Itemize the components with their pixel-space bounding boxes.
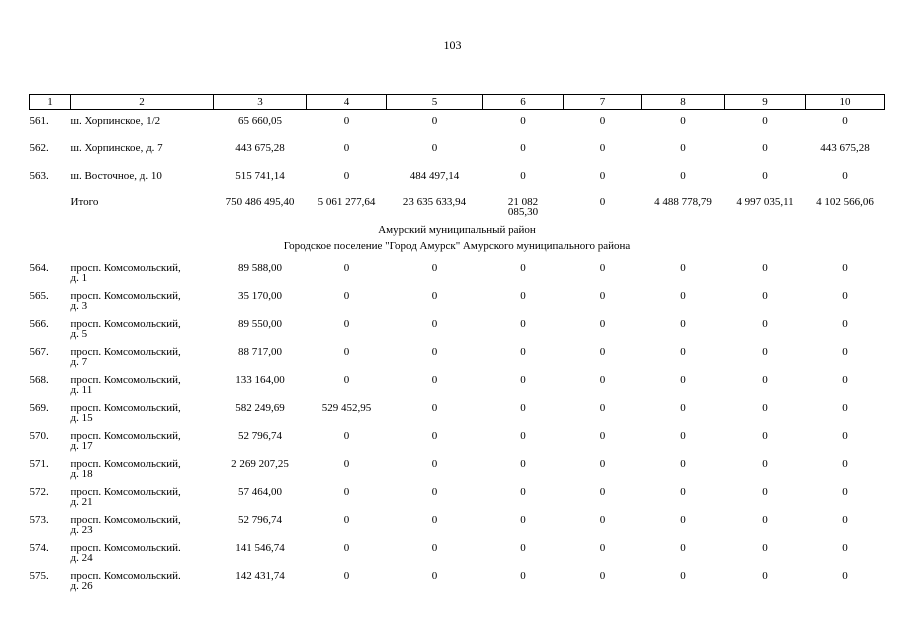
value-cell: 142 431,74 (235, 569, 285, 582)
table-row (30, 398, 885, 426)
value-cell: 0 (762, 169, 768, 182)
value-cell: 582 249,69 (235, 401, 285, 414)
value-cell: 0 (599, 541, 606, 554)
value-cell: 0 (680, 401, 686, 414)
address-cell: ш. Хорпинское, 1/2 (70, 115, 161, 127)
address-cell (71, 566, 214, 594)
row-number: 574. (29, 541, 49, 554)
table-row (30, 314, 885, 342)
value-cell: 0 (762, 289, 768, 302)
column-header: 3 (214, 95, 307, 110)
value-cell: 0 (431, 317, 438, 330)
header-row (30, 95, 885, 110)
value-cell: 0 (680, 345, 686, 358)
address-cell (71, 538, 214, 566)
value-cell: 0 (520, 317, 526, 330)
table-row (30, 426, 885, 454)
value-cell: 0 (680, 457, 686, 470)
value-cell: 0 (680, 141, 686, 154)
value-cell: 89 550,00 (238, 317, 282, 330)
address-street: просп. Комсомольский, (70, 401, 181, 414)
table-row (30, 510, 885, 538)
total-value: 0 (599, 195, 606, 208)
value-cell: 0 (599, 457, 606, 470)
column-header: 2 (71, 95, 214, 110)
section-row (30, 222, 885, 238)
address-house: д. 15 (70, 411, 93, 424)
value-cell: 0 (762, 115, 768, 127)
table-row (30, 482, 885, 510)
address-cell (71, 286, 214, 314)
value-cell: 0 (762, 345, 768, 358)
address-street: просп. Комсомольский, (70, 513, 181, 526)
row-number: 575. (29, 569, 49, 582)
total-value: 4 102 566,06 (816, 195, 874, 208)
address-house: д. 7 (70, 355, 88, 368)
value-cell: 484 497,14 (409, 169, 460, 182)
value-cell: 0 (599, 569, 606, 582)
value-cell: 0 (343, 141, 350, 154)
value-cell: 0 (431, 261, 438, 274)
address-house: д. 17 (70, 439, 93, 452)
address-house: д. 1 (70, 271, 88, 284)
row-number: 565. (29, 289, 49, 302)
value-cell: 0 (680, 373, 686, 386)
value-cell: 529 452,95 (321, 401, 372, 414)
address-house: д. 11 (70, 383, 93, 396)
value-cell: 0 (842, 261, 848, 274)
value-cell: 0 (842, 513, 848, 526)
value-cell: 0 (842, 569, 848, 582)
row-number: 568. (29, 373, 49, 386)
value-cell: 0 (680, 115, 686, 127)
value-cell: 0 (680, 429, 686, 442)
value-cell: 0 (842, 169, 848, 182)
address-house: д. 21 (70, 495, 93, 508)
value-cell: 0 (680, 513, 686, 526)
value-cell: 0 (343, 115, 350, 127)
value-cell: 0 (431, 373, 438, 386)
value-cell: 0 (842, 115, 848, 127)
value-cell: 0 (520, 401, 526, 414)
table-row (30, 138, 885, 166)
value-cell: 0 (842, 317, 848, 330)
value-cell: 0 (680, 261, 686, 274)
address-cell (71, 398, 214, 426)
address-house: д. 18 (70, 467, 93, 480)
value-cell: 0 (520, 569, 526, 582)
value-cell: 57 464,00 (238, 485, 282, 498)
row-number: 573. (29, 513, 49, 526)
address-house: д. 3 (70, 299, 88, 312)
value-cell: 0 (343, 569, 350, 582)
value-cell: 0 (599, 317, 606, 330)
value-cell: 0 (431, 457, 438, 470)
section-row (30, 238, 885, 254)
value-cell: 0 (431, 429, 438, 442)
value-cell: 0 (680, 317, 686, 330)
total-value: 23 635 633,94 (402, 195, 467, 208)
value-cell: 133 164,00 (235, 373, 285, 386)
total-value: 4 997 035,11 (736, 195, 794, 208)
value-cell: 0 (599, 345, 606, 358)
row-number: 563. (29, 169, 49, 182)
value-cell: 443 675,28 (820, 141, 870, 154)
value-cell: 0 (343, 429, 350, 442)
address-house: д. 24 (70, 551, 93, 564)
table-row (30, 166, 885, 194)
total-row (30, 194, 885, 222)
value-cell: 0 (431, 541, 438, 554)
value-cell: 0 (431, 485, 438, 498)
column-header: 9 (725, 95, 806, 110)
row-number: 570. (29, 429, 49, 442)
value-cell: 0 (842, 373, 848, 386)
value-cell: 0 (520, 541, 526, 554)
value-cell: 52 796,74 (238, 513, 282, 526)
value-cell: 0 (343, 169, 350, 182)
row-number: 562. (29, 141, 49, 154)
value-cell: 0 (343, 485, 350, 498)
value-cell: 35 170,00 (238, 289, 282, 302)
value-cell: 0 (599, 513, 606, 526)
value-cell: 52 796,74 (238, 429, 282, 442)
value-cell: 0 (431, 289, 438, 302)
column-header: 4 (307, 95, 387, 110)
value-cell: 0 (520, 429, 526, 442)
value-cell: 0 (520, 289, 526, 302)
value-cell: 0 (599, 261, 606, 274)
address-cell (71, 314, 214, 342)
row-number: 564. (29, 261, 49, 274)
address-cell (71, 510, 214, 538)
address-cell (71, 426, 214, 454)
value-cell: 0 (762, 569, 768, 582)
value-cell: 0 (762, 261, 768, 274)
value-cell: 0 (520, 513, 526, 526)
value-cell: 0 (680, 169, 686, 182)
value-cell: 0 (343, 457, 350, 470)
value-cell: 0 (762, 141, 768, 154)
value-cell: 0 (520, 141, 526, 154)
address-house: д. 23 (70, 523, 93, 536)
address-street: просп. Комсомольский, (70, 373, 181, 386)
address-house: д. 5 (70, 327, 88, 340)
value-cell: 65 660,05 (238, 115, 282, 127)
section-title-district: Амурский муниципальный район (378, 223, 536, 236)
row-number: 572. (29, 485, 49, 498)
value-cell: 0 (842, 289, 848, 302)
value-cell: 2 269 207,25 (231, 457, 289, 470)
value-cell: 0 (431, 115, 438, 127)
value-cell: 0 (762, 541, 768, 554)
value-cell: 0 (599, 169, 606, 182)
table-row (30, 110, 885, 138)
table-row (30, 454, 885, 482)
table-row (30, 286, 885, 314)
value-cell: 0 (343, 373, 350, 386)
value-cell: 0 (343, 289, 350, 302)
address-cell (71, 454, 214, 482)
data-table (29, 94, 885, 594)
value-cell: 0 (431, 569, 438, 582)
column-header: 7 (564, 95, 642, 110)
table-row (30, 258, 885, 286)
address-cell (71, 482, 214, 510)
value-cell: 0 (343, 513, 350, 526)
value-cell: 0 (842, 457, 848, 470)
value-cell: 443 675,28 (235, 141, 285, 154)
page-number: 103 (443, 38, 462, 52)
row-number: 569. (29, 401, 49, 414)
address-cell: ш. Восточное, д. 10 (70, 169, 162, 182)
address-house: д. 26 (70, 579, 93, 592)
value-cell: 0 (599, 141, 606, 154)
value-cell: 0 (343, 345, 350, 358)
address-street: просп. Комсомольский. (70, 541, 181, 554)
value-cell: 0 (762, 457, 768, 470)
address-street: просп. Комсомольский, (70, 485, 181, 498)
row-number: 567. (29, 345, 49, 358)
address-street: просп. Комсомольский, (70, 345, 181, 358)
total-value: 5 061 277,64 (317, 195, 376, 208)
value-cell: 0 (762, 513, 768, 526)
value-cell: 0 (680, 289, 686, 302)
value-cell: 0 (599, 429, 606, 442)
address-street: просп. Комсомольский, (70, 429, 181, 442)
value-cell: 0 (343, 261, 350, 274)
address-street: просп. Комсомольский, (70, 261, 181, 274)
total-value-line: 21 082 (507, 195, 539, 208)
value-cell: 0 (842, 345, 848, 358)
value-cell: 0 (520, 373, 526, 386)
value-cell: 88 717,00 (238, 345, 282, 358)
row-number (30, 194, 71, 222)
value-cell: 515 741,14 (235, 169, 285, 182)
table-row (30, 342, 885, 370)
value-cell: 89 588,00 (238, 261, 282, 274)
address-cell: ш. Хорпинское, д. 7 (70, 141, 163, 154)
column-header: 8 (642, 95, 725, 110)
value-cell: 0 (431, 401, 438, 414)
value-cell: 0 (343, 541, 350, 554)
table-row (30, 370, 885, 398)
value-cell: 0 (762, 373, 768, 386)
value-cell: 0 (520, 345, 526, 358)
value-cell: 0 (762, 429, 768, 442)
total-label: Итого (70, 195, 99, 208)
address-cell (71, 370, 214, 398)
value-cell: 0 (431, 141, 438, 154)
value-cell: 0 (431, 513, 438, 526)
column-header: 1 (30, 95, 71, 110)
value-cell: 0 (431, 345, 438, 358)
value-cell: 0 (520, 457, 526, 470)
address-cell (71, 342, 214, 370)
total-value (483, 194, 564, 222)
section-title-settlement: Городское поселение "Город Амурск" Амурского муниципального района (283, 239, 631, 252)
value-cell: 0 (599, 485, 606, 498)
value-cell: 0 (599, 373, 606, 386)
value-cell: 0 (842, 401, 848, 414)
address-street: просп. Комсомольский, (70, 289, 181, 302)
value-cell: 0 (520, 115, 526, 127)
bottom-rows (30, 258, 885, 594)
value-cell: 0 (599, 401, 606, 414)
value-cell: 0 (842, 541, 848, 554)
value-cell: 0 (520, 261, 526, 274)
value-cell: 0 (599, 115, 606, 127)
value-cell: 0 (842, 485, 848, 498)
value-cell: 0 (762, 401, 768, 414)
value-cell: 0 (842, 429, 848, 442)
value-cell: 0 (680, 485, 686, 498)
column-header: 5 (387, 95, 483, 110)
total-value-line: 085,30 (507, 205, 539, 218)
address-street: просп. Комсомольский, (70, 457, 181, 470)
value-cell: 0 (680, 541, 686, 554)
total-value: 750 486 495,40 (225, 195, 295, 208)
value-cell: 0 (343, 317, 350, 330)
value-cell: 0 (762, 317, 768, 330)
row-number: 566. (29, 317, 49, 330)
column-header: 10 (806, 95, 885, 110)
row-number: 561. (29, 115, 49, 127)
value-cell: 0 (680, 569, 686, 582)
column-header: 6 (483, 95, 564, 110)
row-number: 571. (29, 457, 49, 470)
value-cell: 0 (762, 485, 768, 498)
address-street: просп. Комсомольский. (70, 569, 181, 582)
table-row (30, 538, 885, 566)
value-cell: 0 (520, 485, 526, 498)
address-street: просп. Комсомольский, (70, 317, 181, 330)
value-cell: 0 (599, 289, 606, 302)
table-row (30, 566, 885, 594)
value-cell: 141 546,74 (235, 541, 285, 554)
address-cell (71, 258, 214, 286)
value-cell: 0 (520, 169, 526, 182)
total-value: 4 488 778,79 (654, 195, 712, 208)
